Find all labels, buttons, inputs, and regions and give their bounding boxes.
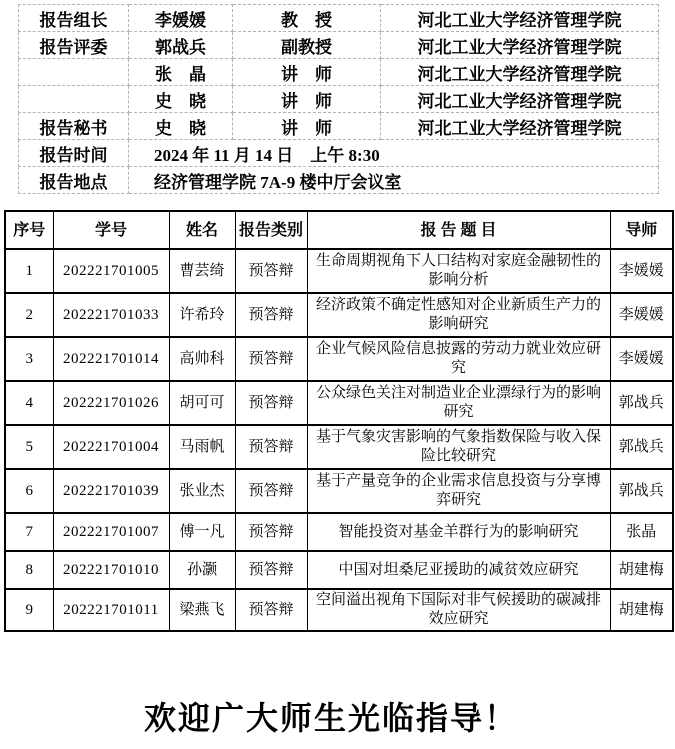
table-row	[5, 381, 673, 425]
info-person-name: 史 晓	[129, 113, 233, 140]
cell-index: 3	[5, 337, 53, 381]
info-row-judge	[19, 59, 659, 86]
info-person-title: 教 授	[233, 5, 381, 32]
cell-student-id: 202221701039	[53, 469, 169, 513]
info-person-title: 讲 师	[233, 113, 381, 140]
cell-category: 预答辩	[235, 513, 307, 551]
cell-topic: 生命周期视角下人口结构对家庭金融韧性的影响分析	[307, 249, 610, 293]
info-time-value: 2024 年 11 月 14 日 上午 8:30	[129, 140, 659, 167]
info-role-label: 报告组长	[19, 5, 129, 32]
cell-topic: 智能投资对基金羊群行为的影响研究	[307, 513, 610, 551]
cell-name: 马雨帆	[169, 425, 235, 469]
table-row	[5, 551, 673, 589]
cell-name: 胡可可	[169, 381, 235, 425]
info-place-value: 经济管理学院 7A-9 楼中厅会议室	[129, 167, 659, 194]
cell-index: 8	[5, 551, 53, 589]
cell-index: 2	[5, 293, 53, 337]
schedule-header-row	[5, 211, 673, 249]
cell-advisor: 张晶	[610, 513, 673, 551]
table-row	[5, 337, 673, 381]
header-category: 报告类别	[235, 211, 307, 249]
cell-name: 孙灏	[169, 551, 235, 589]
info-person-org: 河北工业大学经济管理学院	[381, 113, 659, 140]
info-role-label: 报告评委	[19, 32, 129, 59]
info-person-org: 河北工业大学经济管理学院	[381, 32, 659, 59]
header-index: 序号	[5, 211, 53, 249]
info-person-name: 郭战兵	[129, 32, 233, 59]
table-row	[5, 513, 673, 551]
info-row-judge	[19, 86, 659, 113]
info-person-title: 讲 师	[233, 86, 381, 113]
cell-advisor: 郭战兵	[610, 469, 673, 513]
cell-name: 张业杰	[169, 469, 235, 513]
cell-category: 预答辩	[235, 469, 307, 513]
cell-student-id: 202221701004	[53, 425, 169, 469]
cell-advisor: 李媛媛	[610, 249, 673, 293]
info-row-place	[19, 167, 659, 194]
table-row	[5, 293, 673, 337]
header-student-id: 学号	[53, 211, 169, 249]
header-advisor: 导师	[610, 211, 673, 249]
cell-name: 高帅科	[169, 337, 235, 381]
cell-topic: 空间溢出视角下国际对非气候援助的碳减排效应研究	[307, 589, 610, 631]
cell-topic: 基于气象灾害影响的气象指数保险与收入保险比较研究	[307, 425, 610, 469]
info-row-leader	[19, 5, 659, 32]
info-place-label: 报告地点	[19, 167, 129, 194]
cell-topic: 企业气候风险信息披露的劳动力就业效应研究	[307, 337, 610, 381]
cell-advisor: 胡建梅	[610, 589, 673, 631]
info-person-title: 讲 师	[233, 59, 381, 86]
cell-category: 预答辩	[235, 589, 307, 631]
info-role-label	[19, 59, 129, 86]
cell-category: 预答辩	[235, 425, 307, 469]
defense-schedule-table	[4, 210, 674, 632]
cell-name: 许希玲	[169, 293, 235, 337]
info-row-secretary	[19, 113, 659, 140]
info-person-title: 副教授	[233, 32, 381, 59]
cell-topic: 中国对坦桑尼亚援助的减贫效应研究	[307, 551, 610, 589]
cell-topic: 公众绿色关注对制造业企业漂绿行为的影响研究	[307, 381, 610, 425]
cell-index: 6	[5, 469, 53, 513]
cell-index: 5	[5, 425, 53, 469]
info-person-org: 河北工业大学经济管理学院	[381, 86, 659, 113]
cell-category: 预答辩	[235, 293, 307, 337]
info-row-time	[19, 140, 659, 167]
table-row	[5, 425, 673, 469]
info-person-org: 河北工业大学经济管理学院	[381, 59, 659, 86]
cell-advisor: 郭战兵	[610, 381, 673, 425]
cell-advisor: 胡建梅	[610, 551, 673, 589]
cell-advisor: 李媛媛	[610, 293, 673, 337]
cell-student-id: 202221701010	[53, 551, 169, 589]
cell-student-id: 202221701005	[53, 249, 169, 293]
cell-advisor: 李媛媛	[610, 337, 673, 381]
table-row	[5, 469, 673, 513]
cell-topic: 经济政策不确定性感知对企业新质生产力的影响研究	[307, 293, 610, 337]
info-row-judge	[19, 32, 659, 59]
info-person-name: 张 晶	[129, 59, 233, 86]
info-person-name: 李媛媛	[129, 5, 233, 32]
report-info-table	[18, 4, 659, 194]
cell-topic: 基于产量竞争的企业需求信息投资与分享博弈研究	[307, 469, 610, 513]
cell-advisor: 郭战兵	[610, 425, 673, 469]
cell-index: 7	[5, 513, 53, 551]
cell-category: 预答辩	[235, 551, 307, 589]
cell-student-id: 202221701033	[53, 293, 169, 337]
cell-student-id: 202221701011	[53, 589, 169, 631]
cell-name: 傅一凡	[169, 513, 235, 551]
cell-name: 曹芸绮	[169, 249, 235, 293]
info-person-org: 河北工业大学经济管理学院	[381, 5, 659, 32]
cell-student-id: 202221701007	[53, 513, 169, 551]
cell-index: 1	[5, 249, 53, 293]
cell-student-id: 202221701014	[53, 337, 169, 381]
info-person-name: 史 晓	[129, 86, 233, 113]
info-role-label: 报告秘书	[19, 113, 129, 140]
info-role-label	[19, 86, 129, 113]
cell-student-id: 202221701026	[53, 381, 169, 425]
header-name: 姓名	[169, 211, 235, 249]
table-row	[5, 589, 673, 631]
info-time-label: 报告时间	[19, 140, 129, 167]
table-row	[5, 249, 673, 293]
cell-name: 梁燕飞	[169, 589, 235, 631]
cell-category: 预答辩	[235, 381, 307, 425]
cell-index: 9	[5, 589, 53, 631]
cell-category: 预答辩	[235, 337, 307, 381]
cell-category: 预答辩	[235, 249, 307, 293]
header-topic: 报 告 题 目	[307, 211, 610, 249]
cell-index: 4	[5, 381, 53, 425]
welcome-message: 欢迎广大师生光临指导！	[143, 700, 518, 736]
